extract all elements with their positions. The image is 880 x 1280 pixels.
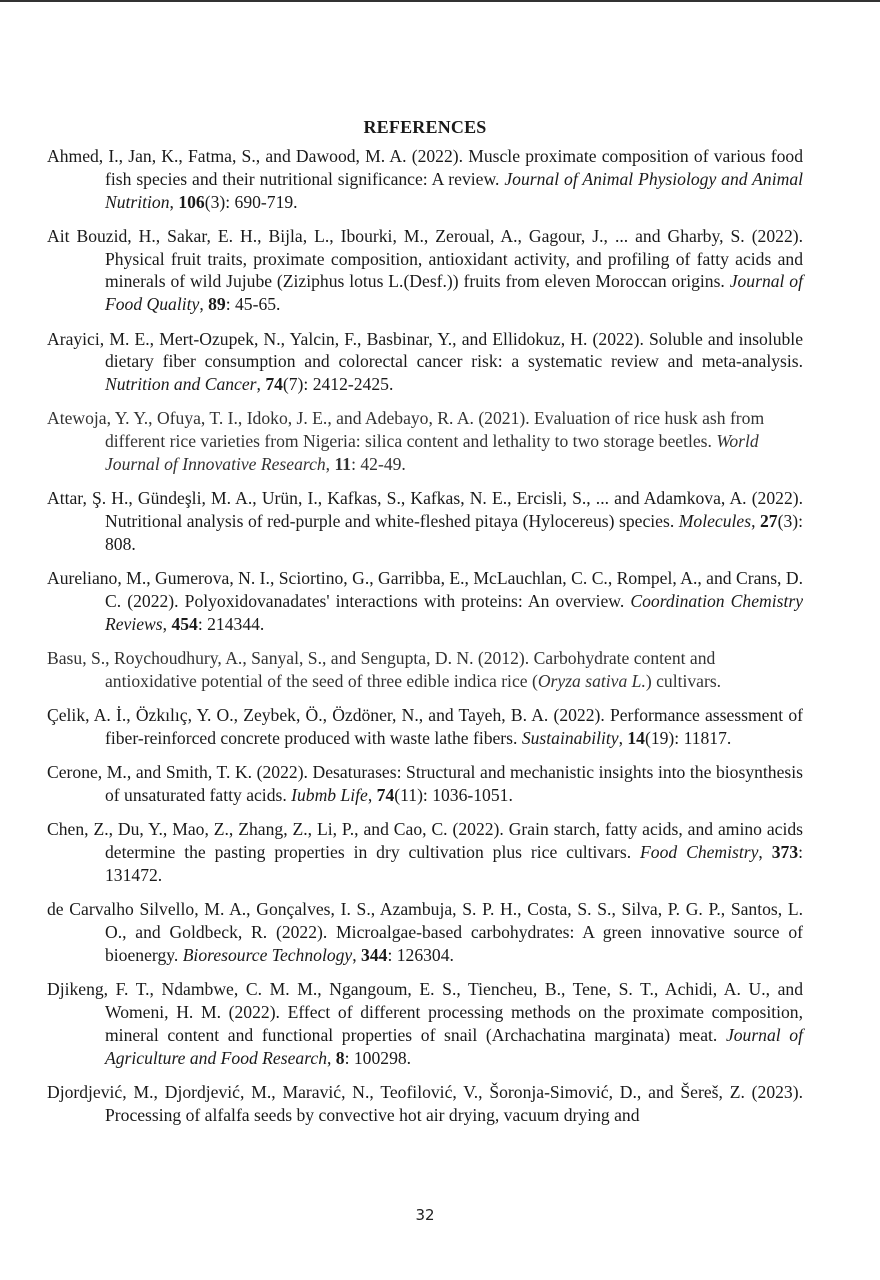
references-heading: REFERENCES bbox=[363, 117, 487, 137]
reference-list bbox=[47, 145, 803, 1126]
reference-volume: 8 bbox=[335, 1047, 345, 1068]
reference-entry bbox=[47, 567, 803, 635]
reference-volume: 106 bbox=[178, 191, 205, 212]
reference-journal: Nutrition and Cancer bbox=[105, 374, 257, 395]
reference-pages: (7): 2412-2425. bbox=[282, 374, 394, 395]
reference-text: Ait Bouzid, H., Sakar, E. H., Bijla, L., Ibourki, M., Zeroual, A., Gagour, J., ... and Gharby, S. (2022). Physical fruit traits, proximate composition, antioxidant activity, and profiling of fatty acids and minerals of wild Jujube (Ziziphus lotus L.(Desf.)) fruits from eleven Moroccan origins. bbox=[47, 225, 803, 292]
reference-journal: Sustainability bbox=[521, 728, 619, 749]
reference-entry bbox=[47, 761, 803, 807]
reference-separator: ) cultivars. bbox=[645, 670, 722, 691]
reference-volume: 89 bbox=[208, 294, 226, 315]
reference-separator: , bbox=[256, 374, 266, 395]
reference-journal: Journal of Agriculture and Food Research bbox=[105, 1024, 803, 1068]
reference-volume: 11 bbox=[334, 454, 352, 475]
reference-separator: , bbox=[169, 191, 179, 212]
reference-separator: , bbox=[758, 842, 772, 863]
reference-volume: 344 bbox=[361, 944, 388, 965]
reference-journal: Iubmb Life bbox=[291, 785, 368, 806]
reference-pages: : 100298. bbox=[344, 1047, 412, 1068]
reference-text: Chen, Z., Du, Y., Mao, Z., Zhang, Z., Li, P., and Cao, C. (2022). Grain starch, fatty acids, and amino acids determine the pasting properties in dry cultivation plus rice cultivars. bbox=[47, 819, 803, 863]
reference-pages: (3): 690-719. bbox=[204, 191, 298, 212]
reference-volume: 27 bbox=[760, 511, 778, 532]
reference-text: Attar, Ş. H., Gündeşli, M. A., Urün, I., Kafkas, S., Kafkas, N. E., Ercisli, S., ... and Adamkova, A. (2022). Nutritional analysis of red-purple and white-fleshed pitaya (Hylocereus) species. bbox=[47, 488, 803, 532]
reference-text: Arayici, M. E., Mert-Ozupek, N., Yalcin, F., Basbinar, Y., and Ellidokuz, H. (2022). Soluble and insoluble dietary fiber consumption and colorectal cancer risk: a systematic review and meta-analysis. bbox=[47, 328, 803, 372]
reference-separator: , bbox=[352, 944, 362, 965]
reference-pages: : 42-49. bbox=[351, 454, 406, 475]
reference-separator: , bbox=[199, 294, 209, 315]
reference-pages: (3): 808. bbox=[105, 511, 803, 554]
page-number: 32 bbox=[415, 1206, 435, 1224]
reference-journal: Bioresource Technology bbox=[182, 944, 353, 965]
reference-pages: : 131472. bbox=[105, 842, 803, 886]
reference-volume: 454 bbox=[171, 613, 198, 634]
reference-text: Djordjević, M., Djordjević, M., Maravić, N., Teofilović, V., Šoronja-Simović, D., and Šereš, Z. (2023). Processing of alfalfa seeds by convective hot air drying, vacuum drying and bbox=[47, 1081, 803, 1125]
reference-text: Basu, S., Roychoudhury, A., Sanyal, S., and Sengupta, D. N. (2012). Carbohydrate content and antioxidative potential of the seed of three edible indica rice ( bbox=[47, 648, 716, 691]
reference-entry bbox=[47, 487, 803, 555]
reference-journal: Molecules bbox=[678, 511, 752, 532]
reference-journal: Coordination Chemistry Reviews bbox=[105, 591, 803, 634]
reference-separator: , bbox=[162, 613, 172, 634]
reference-page bbox=[47, 117, 803, 1138]
reference-volume: 373 bbox=[771, 842, 799, 863]
reference-pages: : 45-65. bbox=[225, 294, 281, 315]
reference-entry bbox=[47, 898, 803, 966]
reference-entry bbox=[47, 407, 803, 475]
reference-separator: , bbox=[751, 511, 760, 532]
reference-entry bbox=[47, 978, 803, 1069]
reference-pages: : 214344. bbox=[197, 613, 265, 634]
reference-journal: Journal of Animal Physiology and Animal Nutrition bbox=[105, 168, 804, 212]
reference-entry bbox=[47, 328, 803, 396]
reference-pages: : 126304. bbox=[387, 944, 454, 965]
reference-volume: 14 bbox=[627, 728, 645, 749]
reference-pages: (11): 1036-1051. bbox=[394, 785, 513, 806]
reference-separator: , bbox=[367, 785, 377, 806]
reference-journal: Food Chemistry bbox=[640, 842, 759, 863]
reference-volume: 74 bbox=[376, 785, 395, 806]
reference-text: de Carvalho Silvello, M. A., Gonçalves, I. S., Azambuja, S. P. H., Costa, S. S., Silva, P. G. P., Santos, L. O., and Goldbeck, R. (2022). Microalgae-based carbohydrates: A green innovative source of bioenergy. bbox=[47, 899, 803, 965]
reference-text: Ahmed, I., Jan, K., Fatma, S., and Dawood, M. A. (2022). Muscle proximate composition of various food fish species and their nutritional significance: A review. bbox=[47, 146, 803, 189]
reference-separator: , bbox=[327, 1047, 336, 1068]
reference-entry bbox=[47, 704, 803, 750]
reference-text: Aureliano, M., Gumerova, N. I., Sciortino, G., Garribba, E., McLauchlan, C. C., Rompel, A., and Crans, D. C. (2022). Polyoxidovanadates' interactions with proteins: An overview. bbox=[47, 568, 803, 612]
reference-pages: (19): 11817. bbox=[644, 728, 732, 749]
reference-entry bbox=[47, 145, 803, 213]
reference-separator: , bbox=[618, 728, 628, 749]
reference-journal: World Journal of Innovative Research bbox=[105, 431, 759, 475]
reference-entry bbox=[47, 225, 803, 316]
reference-entry bbox=[47, 647, 803, 693]
reference-entry bbox=[47, 1081, 803, 1127]
reference-text: Djikeng, F. T., Ndambwe, C. M. M., Ngangoum, E. S., Tiencheu, B., Tene, S. T., Achidi, A. U., and Womeni, H. M. (2022). Effect of different processing methods on the proximate composition, mineral content and functional properties of snail (Archachatina marginata) meat. bbox=[47, 979, 803, 1045]
reference-journal: Journal of Food Quality bbox=[105, 271, 803, 315]
reference-journal: Oryza sativa L. bbox=[537, 670, 646, 691]
reference-volume: 74 bbox=[265, 374, 283, 395]
reference-text: Atewoja, Y. Y., Ofuya, T. I., Idoko, J. E., and Adebayo, R. A. (2021). Evaluation of rice husk ash from different rice varieties from Nigeria: silica content and lethality to two storage beetles. bbox=[47, 408, 765, 452]
reference-text: Çelik, A. İ., Özkılıç, Y. O., Zeybek, Ö., Özdöner, N., and Tayeh, B. A. (2022). Performance assessment of fiber-reinforced concrete produced with waste lathe fibers. bbox=[47, 705, 803, 749]
reference-separator: , bbox=[325, 454, 335, 475]
top-border-line bbox=[0, 0, 880, 2]
reference-text: Cerone, M., and Smith, T. K. (2022). Desaturases: Structural and mechanistic insights into the biosynthesis of unsaturated fatty acids. bbox=[47, 762, 803, 806]
reference-entry bbox=[47, 818, 803, 886]
